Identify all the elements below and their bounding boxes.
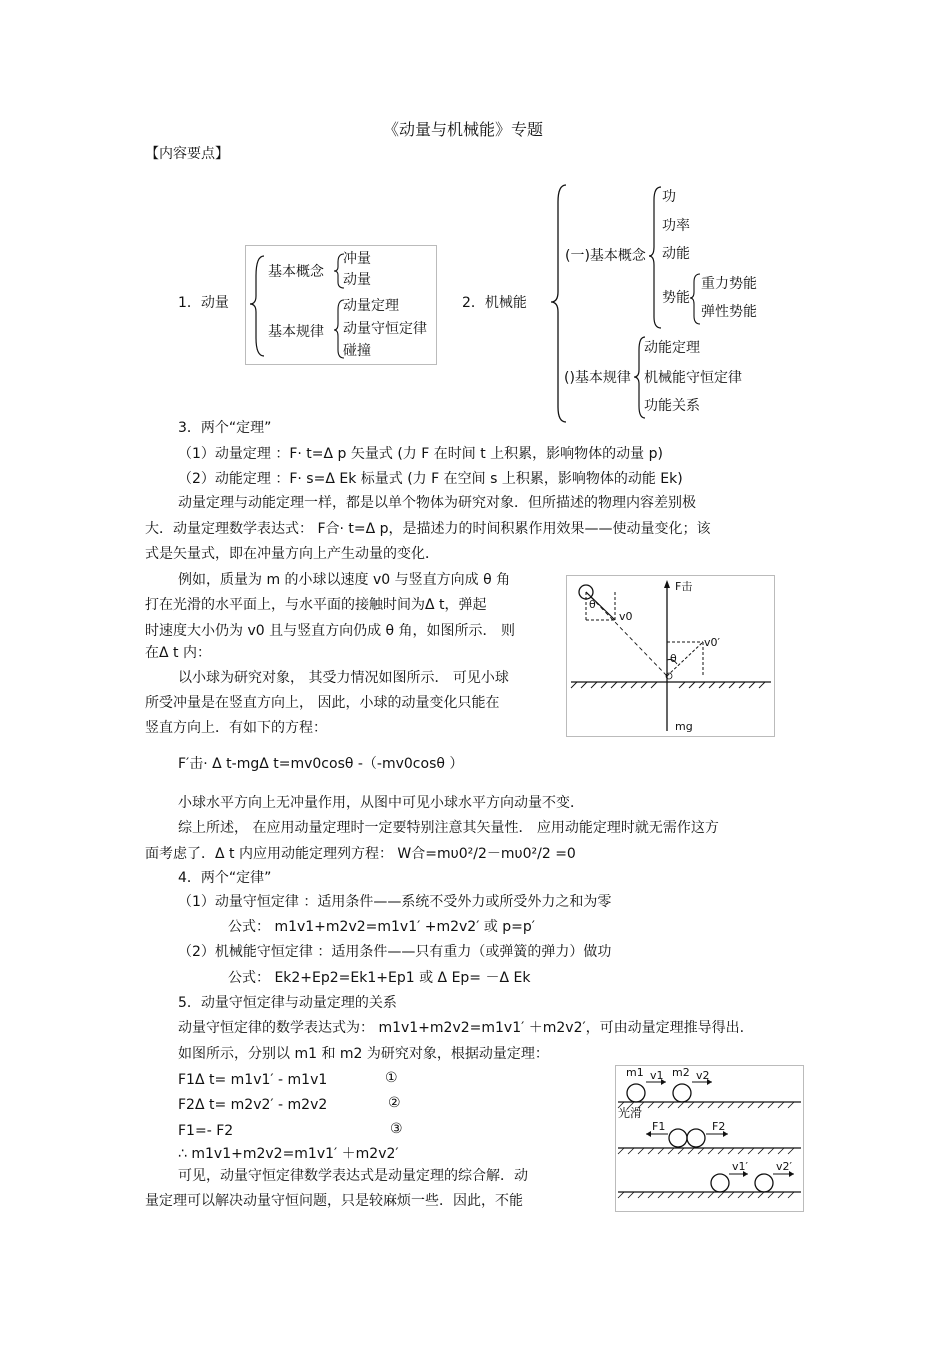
example-line: 以小球为研究对象， 其受力情况如图所示． 可见小球 bbox=[178, 670, 509, 686]
s5-conclusion-line: 量定理可以解决动量守恒问题，只是较麻烦一些．因此，不能 bbox=[145, 1193, 523, 1209]
collision-figure bbox=[615, 1065, 804, 1212]
equation-number-3: ③ bbox=[390, 1121, 403, 1137]
example-line: 例如，质量为 m 的小球以速度 v0 与竖直方向成 θ 角 bbox=[178, 572, 511, 588]
page-title: 《动量与机械能》专题 bbox=[383, 120, 544, 139]
momentum-law-theorem: 动量定理 bbox=[343, 298, 399, 314]
s4-momentum-formula: 公式： m1v1+m2v2=m1v1′ +m2v2′ 或 p=p′ bbox=[228, 919, 535, 935]
energy-concepts-label: (一)基本概念 bbox=[565, 248, 646, 264]
equation-number-2: ② bbox=[388, 1095, 401, 1111]
example-line: 时速度大小仍为 v0 且与竖直方向仍成 θ 角，如图所示． 则 bbox=[145, 623, 516, 639]
s3-kinetic-theorem: （2）动能定理 ：F· s=Δ Ek 标量式 (力 F 在空间 s 上积累，影响物体的动能 Ek) bbox=[178, 471, 683, 487]
momentum-concept-impulse: 冲量 bbox=[343, 251, 371, 267]
s5-equation-1: F1Δ t= m1v1′ - m1v1 bbox=[178, 1072, 328, 1088]
v1-prime-label: v1′ bbox=[732, 1160, 749, 1173]
momentum-concepts-label: 基本概念 bbox=[268, 264, 324, 280]
v0-label: v0 bbox=[619, 610, 633, 623]
s5-conclusion-line: 可见，动量守恒定律数学表达式是动量定理的综合解．动 bbox=[178, 1168, 528, 1184]
m2-label: m2 bbox=[672, 1066, 690, 1079]
f1-label: F1 bbox=[652, 1120, 666, 1133]
v2-prime-label: v2′ bbox=[776, 1160, 793, 1173]
theta-label-in: θ bbox=[589, 598, 596, 611]
energy-label: 2．机械能 bbox=[462, 295, 527, 311]
s3-momentum-theorem: （1）动量定理 ：F· t=Δ p 矢量式 (力 F 在时间 t 上积累，影响物体的动量 p) bbox=[178, 446, 663, 462]
s3-heading: 3．两个“定理” bbox=[178, 420, 272, 436]
momentum-label: 1．动量 bbox=[178, 295, 229, 311]
energy-potential-elastic: 弹性势能 bbox=[701, 304, 757, 320]
momentum-concept-momentum: 动量 bbox=[343, 272, 371, 288]
energy-law-theorem: 动能定理 bbox=[644, 340, 700, 356]
s5-line: 如图所示，分别以 m1 和 m2 为研究对象，根据动量定理： bbox=[178, 1046, 549, 1062]
s4-energy-conservation: （2）机械能守恒定律 ：适用条件——只有重力（或弹簧的弹力）做功 bbox=[178, 944, 612, 960]
s3-paragraph-line: 动量定理与动能定理一样，都是以单个物体为研究对象．但所描述的物理内容差别极 bbox=[178, 495, 696, 511]
section-header: 【内容要点】 bbox=[145, 146, 229, 162]
example-line: 在Δ t 内： bbox=[145, 645, 211, 661]
s5-equation-4: ∴ m1v1+m2v2=m1v1′ ＋m2v2′ bbox=[178, 1146, 399, 1162]
s5-heading: 5．动量守恒定律与动量定理的关系 bbox=[178, 995, 397, 1011]
s5-line: 动量守恒定律的数学表达式为： m1v1+m2v2=m1v1′ ＋m2v2′，可由动量定理推导得出. bbox=[178, 1020, 745, 1036]
impact-force-label: F击 bbox=[675, 580, 693, 593]
s3-paragraph-line: 大．动量定理数学表达式： F合· t=Δ p，是描述力的时间积累作用效果——使动量变化；该 bbox=[145, 521, 711, 537]
momentum-law-collision: 碰撞 bbox=[343, 343, 371, 359]
energy-concept-work: 功 bbox=[662, 189, 676, 205]
energy-diagram bbox=[548, 182, 778, 427]
s3-paragraph-line: 式是矢量式，即在冲量方向上产生动量的变化． bbox=[145, 546, 439, 562]
s4-heading: 4．两个“定律” bbox=[178, 870, 272, 886]
v2-label: v2 bbox=[696, 1069, 710, 1082]
energy-potential-label: 势能 bbox=[662, 290, 690, 306]
s3-note-line: 综上所述， 在应用动量定理时一定要特别注意其矢量性． 应用动能定理时就无需作这方 bbox=[178, 820, 719, 836]
energy-laws-label: ()基本规律 bbox=[564, 370, 631, 386]
momentum-diagram bbox=[245, 245, 437, 365]
v1-label: v1 bbox=[650, 1069, 664, 1082]
v0-prime-label: v0′ bbox=[704, 636, 721, 649]
energy-law-work-energy: 功能关系 bbox=[644, 398, 700, 414]
collision-drawing bbox=[616, 1066, 803, 1211]
s3-note-line: 面考虑了．Δ t 内应用动能定理列方程： W合=mυ0²/2－mυ0²/2 =0 bbox=[145, 846, 576, 862]
mg-label: mg bbox=[675, 720, 693, 733]
example-line: 竖直方向上．有如下的方程： bbox=[145, 720, 327, 736]
momentum-law-conservation: 动量守恒定律 bbox=[343, 321, 427, 337]
energy-concept-kinetic: 动能 bbox=[662, 246, 690, 262]
f2-label: F2 bbox=[712, 1120, 726, 1133]
energy-concept-power: 功率 bbox=[662, 218, 690, 234]
energy-potential-gravity: 重力势能 bbox=[701, 276, 757, 292]
theta-label-out: θ bbox=[670, 652, 677, 665]
s4-momentum-conservation: （1）动量守恒定律 ：适用条件——系统不受外力或所受外力之和为零 bbox=[178, 894, 612, 910]
smooth-surface-label: 光滑 bbox=[618, 1106, 643, 1120]
example-line: 打在光滑的水平面上，与水平面的接触时间为Δ t，弹起 bbox=[145, 597, 487, 613]
ball-impact-figure bbox=[566, 575, 775, 737]
example-line: 所受冲量是在竖直方向上， 因此，小球的动量变化只能在 bbox=[145, 695, 500, 711]
m1-label: m1 bbox=[626, 1066, 644, 1079]
s5-equation-3: F1=- F2 bbox=[178, 1123, 234, 1139]
s3-note-line: 小球水平方向上无冲量作用，从图中可见小球水平方向动量不变． bbox=[178, 795, 584, 811]
impulse-equation: F′击· Δ t-mgΔ t=mv0cosθ -（-mv0cosθ ） bbox=[178, 756, 464, 772]
s5-equation-2: F2Δ t= m2v2′ - m2v2 bbox=[178, 1097, 328, 1113]
momentum-laws-label: 基本规律 bbox=[268, 324, 324, 340]
s4-energy-formula: 公式： Ek2+Ep2=Ek1+Ep1 或 Δ Ep= －Δ Ek bbox=[228, 970, 531, 986]
energy-law-conservation: 机械能守恒定律 bbox=[644, 370, 742, 386]
equation-number-1: ① bbox=[385, 1070, 398, 1086]
